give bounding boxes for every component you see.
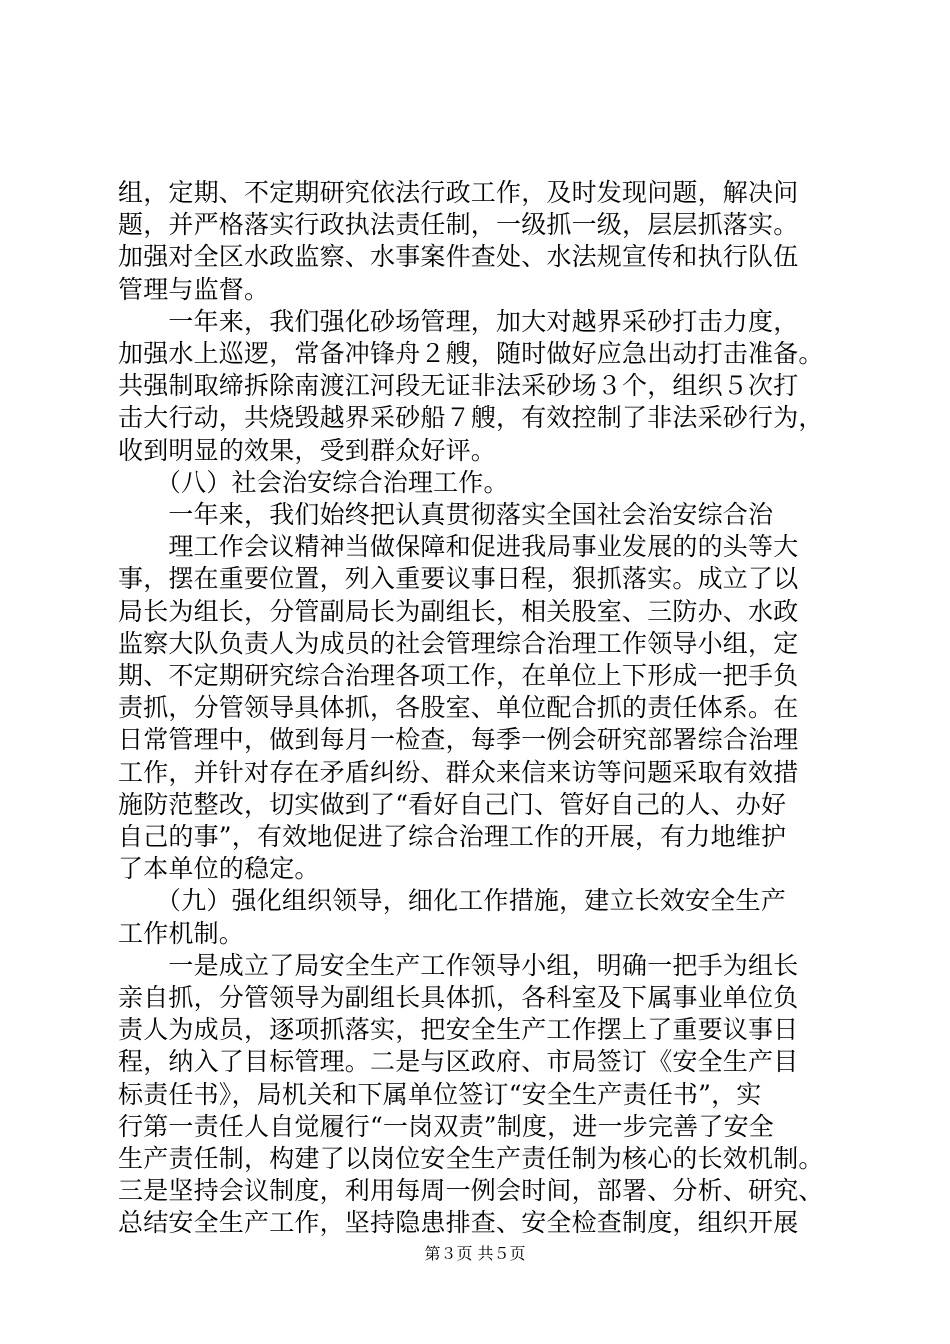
text-line: 行第一责任人自觉履行“一岗双责”制度，进一步完善了安全	[118, 1111, 774, 1141]
text-line: 监察大队负责人为成员的社会管理综合治理工作领导小组，定	[118, 628, 799, 658]
text-line: 一是成立了局安全生产工作领导小组，明确一把手为组长	[118, 950, 799, 980]
text-line: 局长为组长，分管副局长为副组长，相关股室、三防办、水政	[118, 596, 799, 626]
text-line: 程，纳入了目标管理。二是与区政府、市局签订《安全生产目	[118, 1047, 799, 1077]
text-line: （九）强化组织领导，细化工作措施，建立长效安全生产	[118, 886, 786, 916]
text-line: 管理与监督。	[118, 274, 270, 304]
text-line: 组，定期、不定期研究依法行政工作，及时发现问题，解决问	[118, 178, 799, 207]
text-line: 事，摆在重要位置，列入重要议事日程，狠抓落实。成立了以	[118, 564, 799, 594]
text-line: 自己的事”，有效地促进了综合治理工作的开展，有力地维护	[118, 822, 787, 851]
text-line: 日常管理中，做到每月一检查，每季一例会研究部署综合治理	[118, 725, 799, 755]
text-line: 总结安全生产工作，坚持隐患排查、安全检查制度，组织开展	[118, 1208, 799, 1238]
text-line: 一年来，我们强化砂场管理，加大对越界采砂打击力度，	[118, 306, 799, 336]
text-line: 工作，并针对存在矛盾纠纷、群众来信来访等问题采取有效措	[118, 757, 799, 787]
text-line: 责人为成员，逐项抓落实，把安全生产工作摆上了重要议事日	[118, 1015, 799, 1045]
text-line: 亲自抓，分管领导为副组长具体抓，各科室及下属事业单位负	[118, 983, 799, 1012]
text-line: 施防范整改，切实做到了“看好自己门、管好自己的人、办好	[118, 789, 787, 819]
text-line: 收到明显的效果，受到群众好评。	[118, 435, 497, 465]
text-line: 加强水上巡逻，常备冲锋舟２艘，随时做好应急出动打击准备。	[118, 339, 824, 368]
text-line: 一年来，我们始终把认真贯彻落实全国社会治安综合治	[118, 500, 774, 529]
text-line: 了本单位的稳定。	[118, 854, 320, 884]
text-line: 三是坚持会议制度，利用每周一例会时间，部署、分析、研究、	[118, 1176, 824, 1206]
text-line: 加强对全区水政监察、水事案件查处、水法规宣传和执行队伍	[118, 242, 799, 272]
text-line: 共强制取缔拆除南渡江河段无证非法采砂场３个，组织５次打	[118, 371, 799, 401]
text-line: 责抓，分管领导具体抓，各股室、单位配合抓的责任体系。在	[118, 693, 799, 723]
text-line: 生产责任制，构建了以岗位安全生产责任制为核心的长效机制。	[118, 1144, 824, 1173]
text-line: 工作机制。	[118, 918, 245, 948]
page-footer: 第３页 共５页	[424, 1244, 526, 1263]
text-line: （八）社会治安综合治理工作。	[118, 467, 509, 497]
text-line: 标责任书》，局机关和下属单位签订“安全生产责任书”，实	[118, 1079, 762, 1109]
text-line: 题，并严格落实行政执法责任制，一级抓一级，层层抓落实。	[118, 210, 799, 240]
text-line: 击大行动，共烧毁越界采砂船７艘，有效控制了非法采砂行为，	[118, 403, 824, 433]
text-line: 期、不定期研究综合治理各项工作，在单位上下形成一把手负	[118, 661, 799, 690]
text-line: 理工作会议精神当做保障和促进我局事业发展的的头等大	[118, 532, 799, 562]
